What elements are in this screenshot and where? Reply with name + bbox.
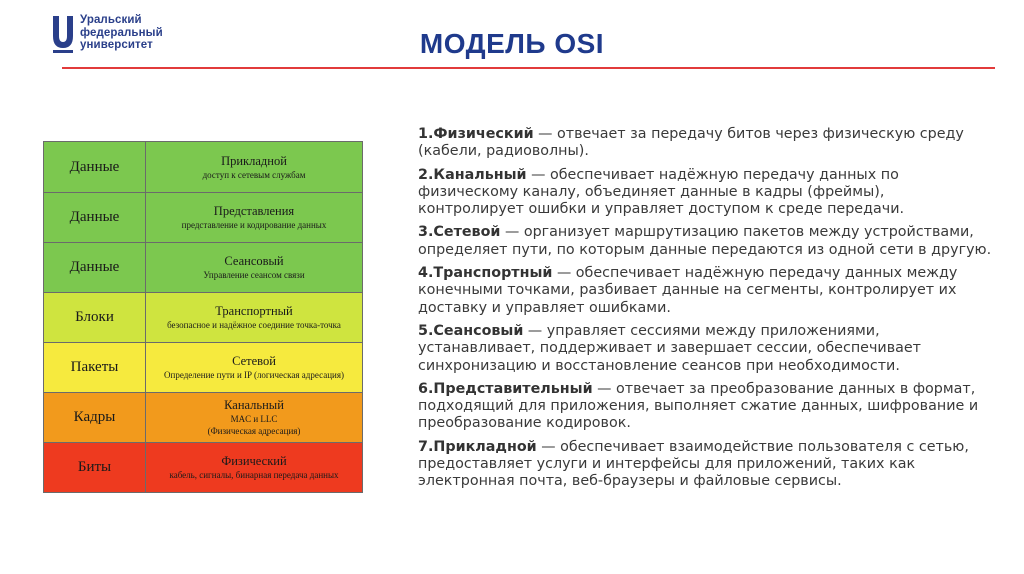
layer-explanation: — управляет сессиями между приложениями, устанавливает, поддерживает и завершает сессии, обеспечивает синхронизацию и восстановление сеансов при необходимости. — [418, 322, 922, 374]
data-unit-cell: Пакеты — [44, 343, 146, 392]
layer-explanation: — обеспечивает надёжную передачу данных между конечными точками, разбивает данные на сегменты, контролирует их доставку и управляет ошибками. — [418, 265, 958, 316]
logo-line: Уральский — [80, 14, 142, 26]
layer-name: Физический — [221, 454, 287, 468]
data-unit-cell: Кадры — [44, 393, 146, 442]
data-unit-cell: Данные — [44, 142, 146, 192]
layer-description: кабель, сигналы, бинарная передача данных — [169, 470, 339, 480]
list-item — [418, 224, 993, 259]
layer-explanation: — организует маршрутизацию пакетов между устройствами, определяет пути, по которым данные передаются из одной сети в другую. — [418, 224, 992, 258]
layer-name: Транспортный — [215, 304, 293, 318]
layer-description: Определение пути и IP (логическая адресация) — [164, 370, 344, 380]
logo-line: федеральный — [80, 26, 163, 39]
layer-cell — [146, 293, 362, 342]
osi-row-transport — [44, 293, 362, 343]
data-unit-cell: Данные — [44, 193, 146, 242]
layer-explanation: — обеспечивает надёжную передачу данных по физическому каналу, объединяет данные в кадры (фреймы), контролирует ошибки и управляет доступом к среде передачи. — [418, 166, 905, 218]
layer-cell — [146, 343, 362, 392]
osi-layers-table — [43, 141, 363, 493]
osi-row-network — [44, 343, 362, 393]
layer-description: представление и кодирование данных — [181, 220, 327, 230]
layer-term: 1.Физический — [418, 126, 534, 142]
data-unit-cell: Данные — [44, 243, 146, 292]
layer-name: Канальный — [224, 398, 284, 412]
layer-description: безопасное и надёжное соединие точка-точка — [167, 320, 341, 330]
list-item — [418, 381, 993, 433]
osi-row-presentation — [44, 193, 362, 243]
data-unit-cell: Блоки — [44, 293, 146, 342]
layer-description: Управление сеансом связи — [203, 270, 305, 280]
layer-name: Прикладной — [221, 153, 287, 168]
list-item — [418, 167, 993, 219]
layer-cell — [146, 142, 362, 192]
osi-row-session — [44, 243, 362, 293]
page-title: МОДЕЛЬ OSI — [419, 28, 605, 59]
layer-term: 5.Сеансовый — [418, 322, 524, 339]
layer-term: 6.Представительный — [418, 380, 593, 397]
layer-name: Сетевой — [232, 354, 276, 368]
layer-explanation: — обеспечивает взаимодействие пользователя с сетью, предоставляет услуги и интерфейсы для приложений, таких как электронная почта, веб-браузеры и файловые сервисы. — [418, 438, 969, 490]
list-item — [418, 265, 993, 317]
layer-cell — [146, 243, 362, 292]
title-divider — [62, 67, 995, 69]
layer-name: Представления — [213, 204, 295, 218]
logo-line: университет — [80, 39, 153, 51]
data-unit-cell: Биты — [44, 443, 146, 492]
layer-term: 4.Транспортный — [418, 265, 553, 282]
osi-row-physical — [44, 443, 362, 492]
osi-row-datalink — [44, 393, 362, 443]
layer-description: MAC и LLC — [230, 414, 278, 424]
layer-cell — [146, 443, 362, 492]
layer-explanation: — отвечает за преобразование данных в формат, подходящий для приложения, выполняет сжатие данных, шифрование и преобразование кодировок. — [418, 380, 979, 432]
layer-term: 2.Канальный — [418, 166, 527, 183]
list-item — [418, 126, 993, 161]
layer-term: 7.Прикладной — [418, 438, 537, 455]
layer-description-extra: (Физическая адресация) — [207, 426, 301, 436]
list-item — [418, 439, 993, 491]
layer-term: 3.Сетевой — [418, 224, 501, 241]
layer-descriptions-list — [418, 126, 993, 497]
layer-cell — [146, 393, 362, 442]
layer-description: доступ к сетевым службам — [202, 169, 306, 180]
osi-row-application — [44, 142, 362, 193]
layer-name: Сеансовый — [224, 254, 284, 268]
layer-explanation: — отвечает за передачу битов через физическую среду (кабели, радиоволны). — [418, 126, 964, 160]
list-item — [418, 323, 993, 375]
layer-cell — [146, 193, 362, 242]
